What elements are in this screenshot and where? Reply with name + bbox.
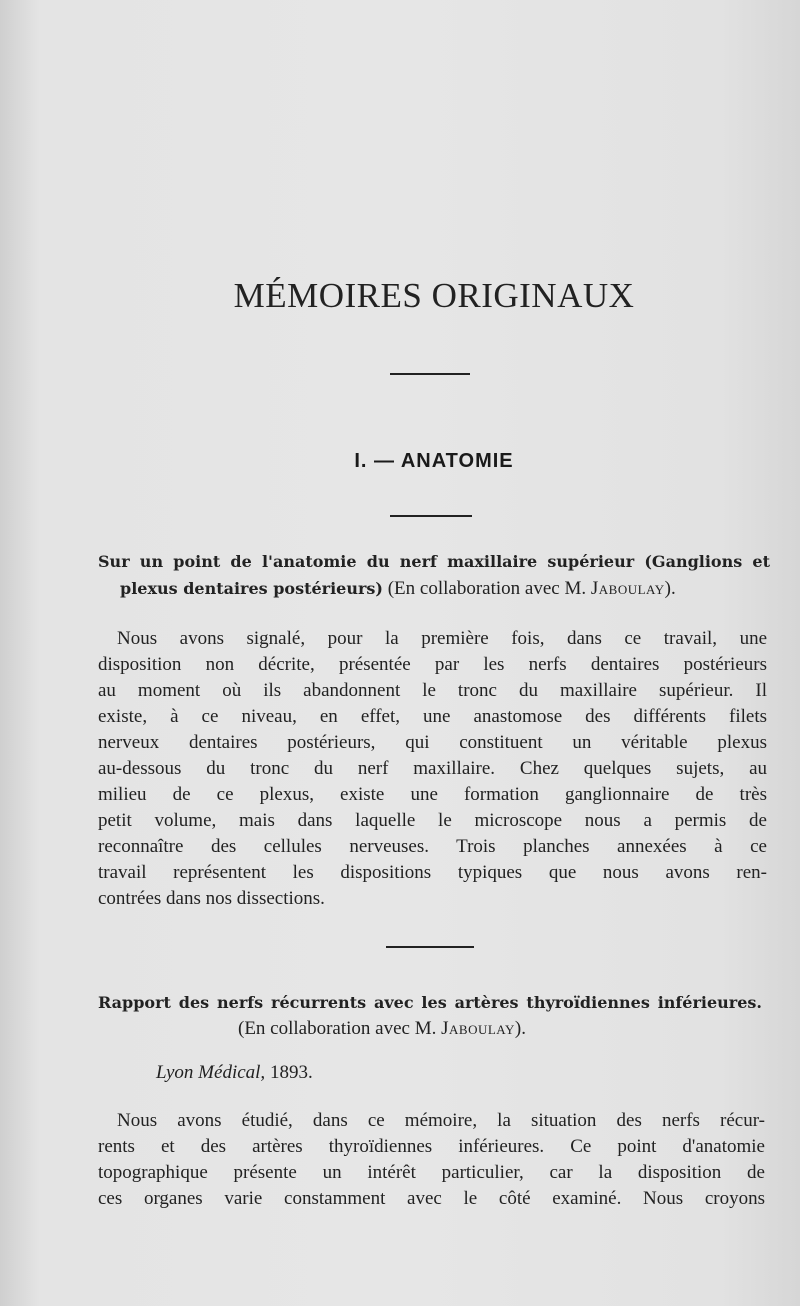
article-title-text: (En collaboration avec M.: [238, 1018, 442, 1039]
divider-rule: [390, 373, 470, 375]
paragraph-line: Nous avons étudié, dans ce mémoire, la situation des nerfs récur-: [117, 1110, 765, 1131]
paragraph-line: rents et des artères thyroïdiennes inférieures. Ce point d'anatomie: [98, 1136, 765, 1157]
paragraph-line: disposition non décrite, présentée par les nerfs dentaires postérieurs: [98, 654, 767, 675]
paragraph-line: au moment où ils abandonnent le tronc du maxillaire supérieur. Il: [98, 680, 767, 701]
paragraph-line: petit volume, mais dans laquelle le microscope nous a permis de: [98, 810, 767, 831]
paragraph-line: Nous avons signalé, pour la première fois, dans ce travail, une: [117, 628, 767, 649]
journal-year: 1893.: [265, 1062, 313, 1083]
paragraph-line: reconnaître des cellules nerveuses. Trois planches annexées à ce: [98, 836, 767, 857]
paragraph-line: existe, à ce niveau, en effet, une anastomose des différents filets: [98, 706, 767, 727]
paragraph-line: ces organes varie constamment avec le côté examiné. Nous croyons: [98, 1188, 765, 1209]
article-title-line: Rapport des nerfs récurrents avec les artères thyroïdiennes inférieures.: [98, 993, 762, 1012]
article-title-text: ).: [514, 1018, 526, 1039]
source-citation: [156, 1060, 313, 1086]
paragraph-line: contrées dans nos dissections.: [98, 888, 325, 909]
divider-rule: [390, 515, 472, 517]
paragraph-line: nerveux dentaires postérieurs, qui constituent un véritable plexus: [98, 732, 767, 753]
article-title-text: ).: [664, 578, 676, 599]
article-title-text: (En collaboration avec M.: [382, 578, 591, 599]
divider-rule: [386, 946, 474, 948]
journal-name: Lyon Médical,: [156, 1062, 266, 1083]
paragraph-line: travail représentent les dispositions typiques que nous avons ren-: [98, 862, 767, 883]
section-title: I. — ANATOMIE: [354, 450, 514, 472]
collaborator-name: Jaboulay: [441, 1018, 515, 1039]
collaborator-name: Jaboulay: [590, 578, 665, 599]
main-title: MÉMOIRES ORIGINAUX: [233, 276, 635, 315]
article-title-line: [238, 1016, 526, 1042]
paragraph-line: au-dessous du tronc du nerf maxillaire. Chez quelques sujets, au: [98, 758, 767, 779]
paragraph-line: milieu de ce plexus, existe une formation ganglionnaire de très: [98, 784, 767, 805]
article-title-line: [120, 576, 676, 602]
paragraph-line: topographique présente un intérêt particulier, car la disposition de: [98, 1162, 765, 1183]
article-title-bold: plexus dentaires postérieurs): [120, 579, 383, 598]
article-title-line: Sur un point de l'anatomie du nerf maxillaire supérieur (Ganglions et: [98, 552, 770, 571]
